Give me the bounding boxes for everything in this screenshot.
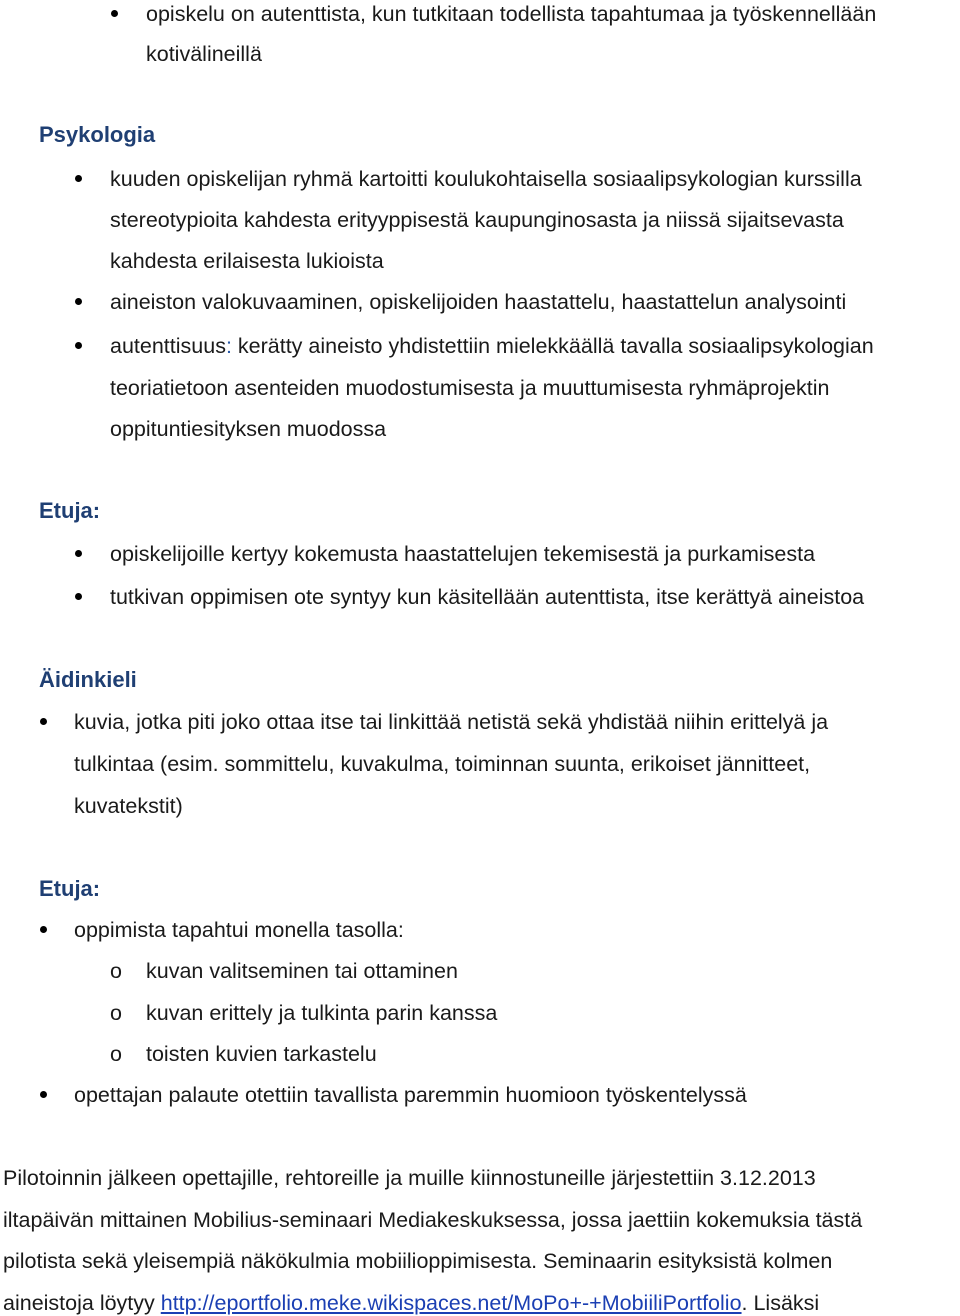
sub-bullet-marker: o: [110, 1042, 122, 1066]
closing-line-1: Pilotoinnin jälkeen opettajille, rehtoreille ja muille kiinnostuneille järjestettiin 3.12.2013: [3, 1166, 816, 1190]
closing-last-prefix: aineistoja löytyy: [3, 1291, 161, 1315]
aidinkieli-item-line-1: kuvia, jotka piti joko ottaa itse tai linkittää netistä sekä yhdistää niihin erittelyä ja: [74, 710, 829, 734]
autenttisuus-label: autenttisuus: [110, 334, 226, 358]
top-item-line-1: opiskelu on autenttista, kun tutkitaan todellista tapahtumaa ja työskennellään: [146, 2, 877, 26]
aidinkieli-item-line-2: tulkintaa (esim. sommittelu, kuvakulma, toiminnan suunta, erikoiset jännitteet,: [74, 752, 811, 776]
bullet-icon: [75, 342, 82, 349]
psykologia-item-3-line-2: teoriatietoon asenteiden muodostumisesta ja muuttumisesta ryhmäprojektin: [110, 376, 830, 400]
aidinkieli-last-item: opettajan palaute otettiin tavallista paremmin huomioon työskentelyssä: [74, 1083, 747, 1107]
psykologia-item-1-line-2: stereotypioita kahdesta erityyppisestä kaupunginosasta ja niissä sijaitsevasta: [110, 208, 844, 232]
top-item-line-2: kotivälineillä: [146, 42, 262, 66]
bullet-icon: [40, 718, 47, 725]
autenttisuus-rest: kerätty aineisto yhdistettiin mielekkäällä tavalla sosiaalipsykologian: [231, 334, 874, 358]
section-heading-psykologia: Psykologia: [39, 122, 156, 147]
etuja-heading-aidinkieli: Etuja:: [39, 876, 101, 901]
psykologia-item-3-line-3: oppituntiesityksen muodossa: [110, 417, 387, 441]
psykologia-item-1-line-3: kahdesta erilaisesta lukioista: [110, 249, 384, 273]
aidinkieli-sub-item-2: kuvan erittely ja tulkinta parin kanssa: [146, 1001, 498, 1025]
bullet-icon: [40, 1091, 47, 1098]
aidinkieli-item-line-3: kuvatekstit): [74, 794, 183, 818]
psykologia-item-3-line-1: [110, 336, 874, 358]
bullet-icon: [75, 175, 82, 182]
section-heading-aidinkieli: Äidinkieli: [39, 667, 137, 692]
psykologia-item-1-line-1: kuuden opiskelijan ryhmä kartoitti koulukohtaisella sosiaalipsykologian kurssilla: [110, 167, 862, 191]
bullet-icon: [75, 593, 82, 600]
aidinkieli-sub-item-1: kuvan valitseminen tai ottaminen: [146, 959, 458, 983]
aidinkieli-sub-item-3: toisten kuvien tarkastelu: [146, 1042, 377, 1066]
bullet-icon: [75, 298, 82, 305]
closing-line-3: pilotista sekä yleisempiä näkökulmia mobiilioppimisesta. Seminaarin esityksistä kolmen: [3, 1249, 833, 1273]
psykologia-etuja-item-1: opiskelijoille kertyy kokemusta haastattelujen tekemisestä ja purkamisesta: [110, 542, 816, 566]
psykologia-etuja-item-2: tutkivan oppimisen ote syntyy kun käsitellään autenttista, itse kerättyä aineistoa: [110, 585, 865, 609]
etuja-heading-psykologia: Etuja:: [39, 498, 101, 523]
closing-line-2: iltapäivän mittainen Mobilius-seminaari Mediakeskuksessa, jossa jaettiin kokemuksia tästä: [3, 1208, 863, 1232]
bullet-icon: [40, 926, 47, 933]
closing-last-suffix: . Lisäksi: [741, 1291, 820, 1315]
psykologia-item-2-line-1: aineiston valokuvaaminen, opiskelijoiden haastattelu, haastattelun analysointi: [110, 290, 847, 314]
closing-line-4: [3, 1293, 819, 1315]
autenttisuus-colon: :: [225, 334, 232, 358]
aidinkieli-etuja-item: oppimista tapahtui monella tasolla:: [74, 918, 404, 942]
sub-bullet-marker: o: [110, 1001, 122, 1025]
bullet-icon: [75, 550, 82, 557]
bullet-icon: [111, 10, 118, 17]
eportfolio-link[interactable]: http://eportfolio.meke.wikispaces.net/MoPo+-+MobiiliPortfolio: [160, 1291, 742, 1315]
sub-bullet-marker: o: [110, 959, 122, 983]
